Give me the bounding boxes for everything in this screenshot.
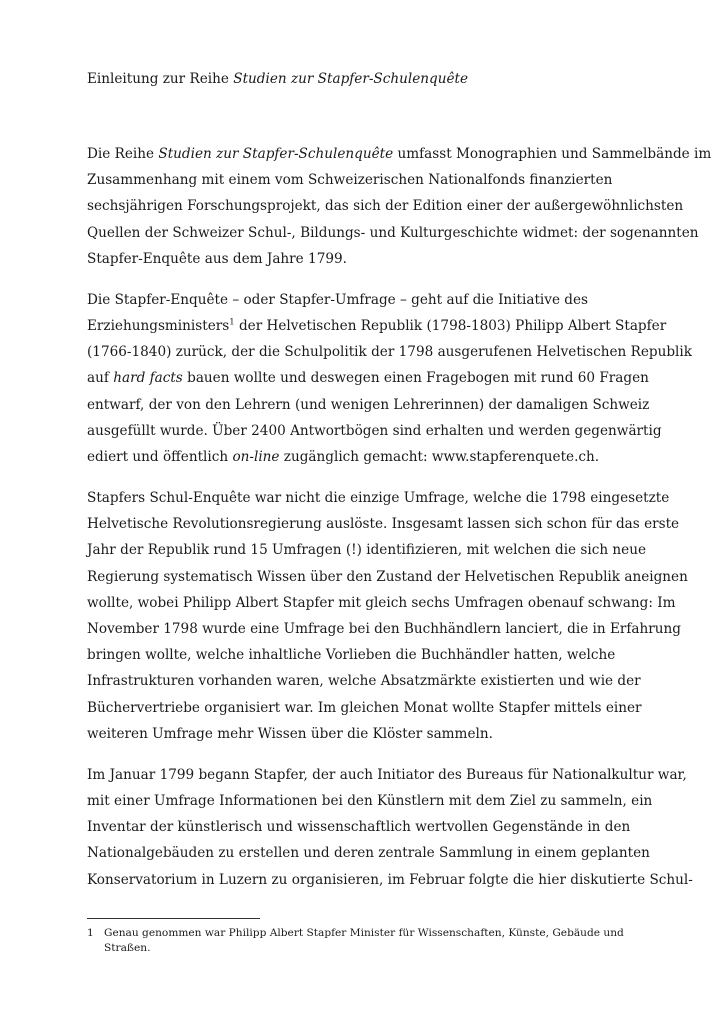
text-run: Regierung systematisch Wissen über den Zustand der Helvetischen Republik aneignen bbox=[87, 568, 688, 585]
text-line bbox=[87, 167, 647, 193]
text-line bbox=[87, 418, 662, 444]
text-run: (1766-1840) zurück, der die Schulpolitik der 1798 ausgerufenen Helvetischen Republik bbox=[87, 344, 692, 361]
text-line bbox=[87, 867, 693, 893]
text-run: Jahr der Republik rund 15 Umfragen (!) identifizieren, mit welchen die sich neue bbox=[87, 542, 647, 559]
text-line bbox=[87, 193, 684, 219]
text-run: Inventar der künstlerisch und wissenschaftlich wertvollen Gegenstände in den bbox=[87, 819, 631, 836]
footnote-text bbox=[104, 926, 647, 957]
text-line bbox=[87, 485, 670, 511]
text-run: Helvetische Revolutionsregierung auslöste. Insgesamt lassen sich schon für das erste bbox=[87, 516, 680, 533]
text-line bbox=[87, 537, 647, 563]
text-line bbox=[87, 365, 647, 391]
text-line bbox=[87, 246, 647, 272]
text-line bbox=[87, 721, 647, 747]
text-run: ediert und öffentlich bbox=[87, 449, 233, 466]
text-run: Quellen der Schweizer Schul-, Bildungs- und Kulturgeschichte widmet: der sogenannten bbox=[87, 224, 699, 241]
footnote-line: Straßen. bbox=[104, 942, 151, 955]
paragraph bbox=[87, 485, 688, 747]
text-line bbox=[87, 287, 647, 313]
text-line bbox=[87, 220, 699, 246]
text-line bbox=[87, 668, 647, 694]
italic-text: on-line bbox=[232, 449, 280, 466]
text-run: wollte, wobei Philipp Albert Stapfer mit gleich sechs Umfragen obenauf schwang: Im bbox=[87, 594, 676, 611]
text-run: Im Januar 1799 begann Stapfer, der auch Initiator des Bureaus für Nationalkultur war, bbox=[87, 766, 687, 783]
text-line bbox=[87, 814, 647, 840]
text-run: mit einer Umfrage Informationen bei den Künstlern mit dem Ziel zu sammeln, ein bbox=[87, 793, 653, 810]
text-run: Stapfers Schul-Enquête war nicht die einzige Umfrage, welche die 1798 eingesetzte bbox=[87, 490, 670, 507]
footnote-reference: 1 bbox=[229, 317, 235, 328]
text-line bbox=[87, 511, 680, 537]
text-run: Stapfer-Enquête aus dem Jahre 1799. bbox=[87, 250, 347, 267]
text-run: Die Stapfer-Enquête – oder Stapfer-Umfrage – geht auf die Initiative des bbox=[87, 291, 589, 308]
text-line bbox=[87, 141, 712, 167]
body-text bbox=[87, 141, 712, 908]
text-line bbox=[87, 392, 650, 418]
text-line bbox=[87, 762, 687, 788]
paragraph bbox=[87, 141, 712, 272]
italic-text: hard facts bbox=[113, 370, 183, 387]
text-line bbox=[87, 695, 647, 721]
text-run: Konservatorium in Luzern zu organisieren, im Februar folgte die hier diskutierte Schul- bbox=[87, 871, 693, 888]
footnote bbox=[87, 926, 647, 957]
heading-series-title: Studien zur Stapfer-Schulenquête bbox=[233, 71, 469, 87]
footnote-mark: 1 bbox=[87, 927, 94, 939]
text-run: Büchervertriebe organisiert war. Im gleichen Monat wollte Stapfer mittels einer bbox=[87, 699, 642, 716]
text-line bbox=[87, 313, 667, 339]
text-run: entwarf, der von den Lehrern (und wenigen Lehrerinnen) der damaligen Schweiz bbox=[87, 396, 650, 413]
footnote-line: Genau genommen war Philipp Albert Stapfer Minister für Wissenschaften, Künste, Gebäude und bbox=[104, 927, 624, 939]
text-line bbox=[87, 590, 676, 616]
text-line bbox=[87, 788, 653, 814]
text-run: auf bbox=[87, 370, 114, 387]
italic-text: Studien zur Stapfer-Schulenquête bbox=[158, 146, 394, 162]
text-run: zugänglich gemacht: www.stapferenquete.ch. bbox=[279, 449, 600, 466]
text-run: bringen wollte, welche inhaltliche Vorlieben die Buchhändler hatten, welche bbox=[87, 647, 616, 664]
text-run: der Helvetischen Republik (1798-1803) Philipp Albert Stapfer bbox=[234, 318, 667, 335]
paragraph bbox=[87, 762, 693, 893]
text-line bbox=[87, 616, 682, 642]
text-line bbox=[87, 339, 692, 365]
text-run: Erziehungsministers bbox=[87, 318, 230, 335]
footnote-separator bbox=[87, 918, 260, 919]
text-run: umfasst Monographien und Sammelbände im bbox=[393, 146, 712, 162]
text-run: weiteren Umfrage mehr Wissen über die Klöster sammeln. bbox=[87, 725, 493, 742]
text-run: November 1798 wurde eine Umfrage bei den Buchhändlern lanciert, die in Erfahrung bbox=[87, 621, 682, 638]
text-line bbox=[87, 642, 647, 668]
text-run: bauen wollte und deswegen einen Fragebogen mit rund 60 Fragen bbox=[182, 370, 649, 387]
paragraph bbox=[87, 287, 692, 470]
page-heading bbox=[87, 66, 647, 92]
text-line bbox=[87, 840, 650, 866]
text-run: Die Reihe bbox=[87, 146, 159, 162]
heading-prefix: Einleitung zur Reihe bbox=[87, 71, 234, 87]
text-run: sechsjährigen Forschungsprojekt, das sich der Edition einer der außergewöhnlichsten bbox=[87, 198, 684, 215]
text-run: Infrastrukturen vorhanden waren, welche Absatzmärkte existierten und wie der bbox=[87, 673, 641, 690]
text-run: Zusammenhang mit einem vom Schweizerischen Nationalfonds finanzierten bbox=[87, 172, 613, 189]
text-line bbox=[87, 444, 647, 470]
text-run: ausgefüllt wurde. Über 2400 Antwortbögen sind erhalten und werden gegenwärtig bbox=[87, 422, 662, 439]
text-line bbox=[87, 564, 688, 590]
text-run: Nationalgebäuden zu erstellen und deren zentrale Sammlung in einem geplanten bbox=[87, 845, 650, 862]
